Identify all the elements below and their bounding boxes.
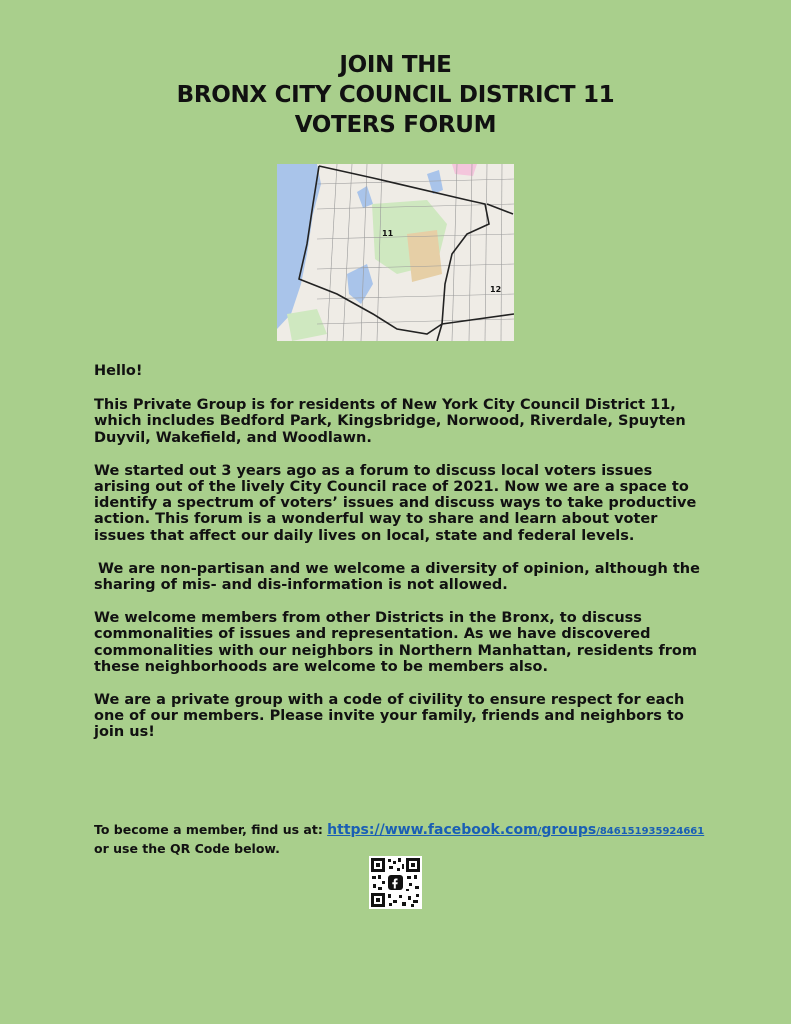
url-host: www.facebook.com [384, 822, 538, 838]
paragraph-members: We welcome members from other Districts in the Bronx, to discuss commonalities of issues and representation. As we have discovered commonalities with our neighbors in Northern Manhattan, residents from these neighborhoods are welcome to be members also. [94, 610, 697, 675]
facebook-group-link[interactable] [327, 822, 704, 837]
join-prefix: To become a member, find us at: [94, 822, 328, 837]
join-instructions [94, 821, 734, 857]
map-label-district-11: 11 [382, 229, 394, 238]
paragraph-history: We started out 3 years ago as a forum to discuss local voters issues arising out of the lively City Council race of 2021. Now we are a space to identify a spectrum of voters’ issues and discuss ways to take productive action. This forum is a wonderful way to share and learn about voter issues that affect our daily lives on local, state and federal levels. [94, 462, 697, 544]
url-scheme: https:// [327, 822, 385, 838]
title-line-3: VOTERS FORUM [294, 112, 497, 138]
join-suffix: or use the QR Code below. [94, 841, 280, 856]
title-line-2: BRONX CITY COUNCIL DISTRICT 11 [176, 82, 615, 108]
url-path: groups [541, 822, 597, 838]
district-map [277, 164, 514, 341]
paragraph-about: This Private Group is for residents of New York City Council District 11, which includes Bedford Park, Kingsbridge, Norwood, Riverdale, Spuyten Duyvil, Wakefield, and Woodlawn. [94, 397, 686, 446]
paragraph-nonpartisan: We are non-partisan and we welcome a diversity of opinion, although the sharing of mis- and dis-information is not allowed. [94, 560, 700, 594]
map-label-district-12: 12 [490, 285, 502, 294]
qr-code-icon[interactable] [369, 856, 422, 909]
facebook-icon [388, 875, 403, 890]
title-line-1: JOIN THE [339, 52, 452, 78]
page-title [0, 50, 791, 140]
url-id: /846151935924661 [596, 826, 705, 837]
body-text [94, 363, 704, 758]
greeting: Hello! [94, 363, 143, 379]
url-sep: / [537, 826, 542, 837]
paragraph-civility: We are a private group with a code of civility to ensure respect for each one of our members. Please invite your family, friends and neighbors to join us! [94, 692, 685, 741]
